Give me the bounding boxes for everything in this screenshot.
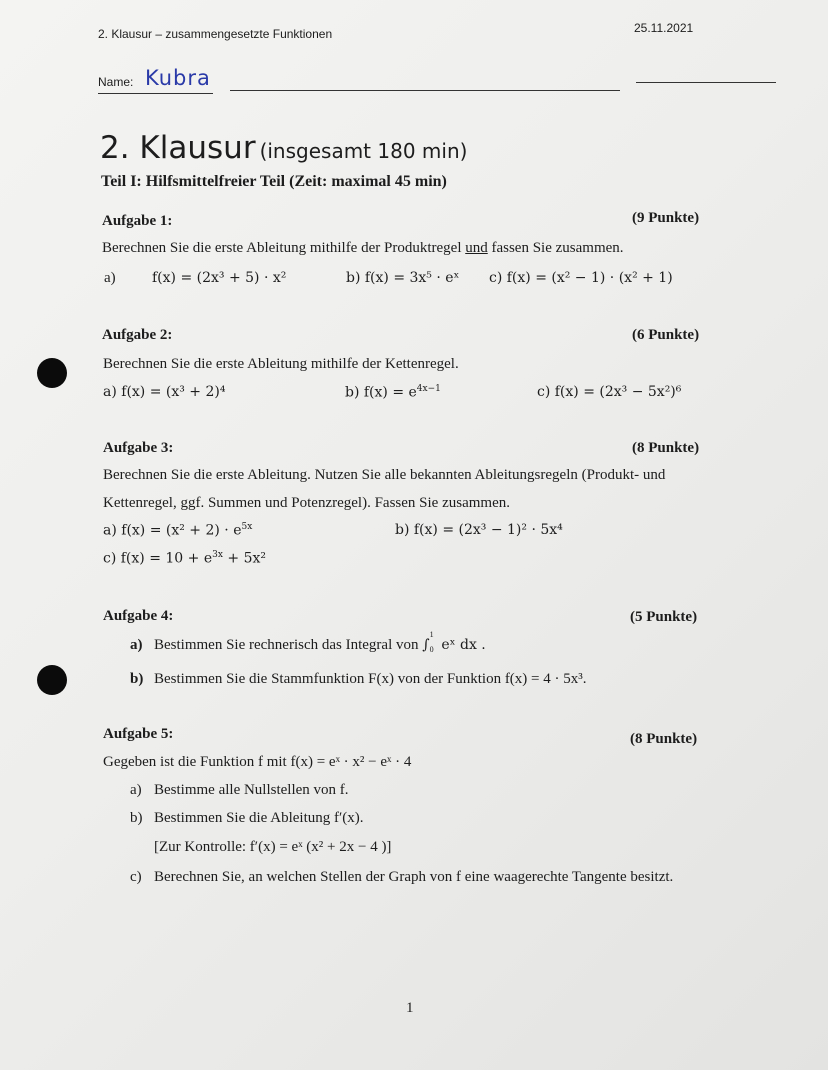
aufgabe5-a: Bestimme alle Nullstellen von f. <box>154 782 349 798</box>
aufgabe1-b: b) f(x) = 3x⁵ · eˣ <box>346 270 460 286</box>
aufgabe5-heading: Aufgabe 5: <box>103 726 174 742</box>
aufgabe3-a-exponent: 5x <box>241 522 253 532</box>
aufgabe5-c: Berechnen Sie, an welchen Stellen der Graph von f eine waagerechte Tangente besitzt. <box>154 869 674 885</box>
title-sub: (insgesamt 180 min) <box>259 139 468 163</box>
integral-sign: ∫ <box>422 637 430 653</box>
aufgabe2-points: (6 Punkte) <box>632 327 700 343</box>
aufgabe2-a: a) f(x) = (x³ + 2)⁴ <box>103 384 226 400</box>
aufgabe1-instruction <box>102 240 624 257</box>
aufgabe5-a-label: a) <box>130 782 142 798</box>
page-number: 1 <box>406 1000 414 1016</box>
aufgabe1-instruction-post: fassen Sie zusammen. <box>487 240 624 256</box>
aufgabe3-a-base: a) f(x) = (x² + 2) · e <box>103 522 242 539</box>
page-title <box>100 130 467 166</box>
part-heading: Teil I: Hilfsmittelfreier Teil (Zeit: maximal 45 min) <box>101 173 447 190</box>
aufgabe5-intro: Gegeben ist die Funktion f mit f(x) = eˣ · x² − eˣ · 4 <box>103 754 412 770</box>
aufgabe3-line1: Berechnen Sie die erste Ableitung. Nutzen Sie alle bekannten Ableitungsregeln (Produkt- und <box>103 467 666 483</box>
aufgabe3-points: (8 Punkte) <box>632 440 700 456</box>
aufgabe4-a-integrand: eˣ dx . <box>441 637 486 653</box>
aufgabe1-a: f(x) = (2x³ + 5) · x² <box>152 270 287 286</box>
aufgabe1-a-label: a) <box>104 270 116 286</box>
aufgabe3-line2: Kettenregel, ggf. Summen und Potenzregel). Fassen Sie zusammen. <box>103 495 510 511</box>
aufgabe1-points: (9 Punkte) <box>632 210 700 226</box>
aufgabe4-heading: Aufgabe 4: <box>103 608 174 624</box>
aufgabe3-c-base: c) f(x) = 10 + e <box>103 550 213 567</box>
aufgabe4-a <box>154 630 486 654</box>
aufgabe5-check: [Zur Kontrolle: f′(x) = eˣ (x² + 2x − 4 )] <box>154 839 392 855</box>
aufgabe1-instruction-und: und <box>465 240 488 256</box>
name-line-main <box>230 90 620 91</box>
aufgabe2-b <box>345 384 441 401</box>
aufgabe2-b-exponent: 4x−1 <box>416 384 441 394</box>
integral-lower-bound: 0 <box>429 645 434 654</box>
punch-hole-bottom <box>37 665 67 695</box>
aufgabe3-b: b) f(x) = (2x³ − 1)² · 5x⁴ <box>395 522 563 538</box>
name-label: Name: <box>98 75 134 89</box>
header-title: 2. Klausur – zusammengesetzte Funktionen <box>98 27 333 41</box>
aufgabe5-b: Bestimmen Sie die Ableitung f′(x). <box>154 810 364 826</box>
aufgabe5-points: (8 Punkte) <box>630 731 698 747</box>
aufgabe4-b: Bestimmen Sie die Stammfunktion F(x) von der Funktion f(x) = 4 · 5x³. <box>154 671 587 687</box>
aufgabe3-c-exponent: 3x <box>212 550 223 560</box>
aufgabe1-c: c) f(x) = (x² − 1) · (x² + 1) <box>489 270 673 286</box>
integral-upper-bound: 1 <box>429 630 434 639</box>
aufgabe4-a-text: Bestimmen Sie rechnerisch das Integral von <box>154 637 423 653</box>
aufgabe3-heading: Aufgabe 3: <box>103 440 174 456</box>
aufgabe5-c-label: c) <box>130 869 142 885</box>
aufgabe5-b-label: b) <box>130 810 143 826</box>
punch-hole-top <box>37 358 67 388</box>
aufgabe3-a <box>103 522 252 539</box>
aufgabe3-c <box>103 550 266 567</box>
aufgabe2-instruction: Berechnen Sie die erste Ableitung mithilfe der Kettenregel. <box>103 356 459 372</box>
name-signature: Kubra <box>145 66 211 90</box>
aufgabe4-points: (5 Punkte) <box>630 609 698 625</box>
aufgabe3-c-rest: + 5x² <box>222 550 266 567</box>
title-main: 2. Klausur <box>100 130 256 166</box>
aufgabe4-b-label: b) <box>130 671 144 687</box>
aufgabe2-c: c) f(x) = (2x³ − 5x²)⁶ <box>537 384 682 400</box>
name-underline-short <box>98 93 213 94</box>
aufgabe2-b-base: b) f(x) = e <box>345 384 417 401</box>
aufgabe1-instruction-pre: Berechnen Sie die erste Ableitung mithilfe der Produktregel <box>102 240 466 256</box>
name-line-right <box>636 82 776 83</box>
aufgabe1-heading: Aufgabe 1: <box>102 213 173 229</box>
aufgabe2-heading: Aufgabe 2: <box>102 327 173 343</box>
header-date: 25.11.2021 <box>634 21 694 35</box>
aufgabe4-a-label: a) <box>130 637 143 653</box>
